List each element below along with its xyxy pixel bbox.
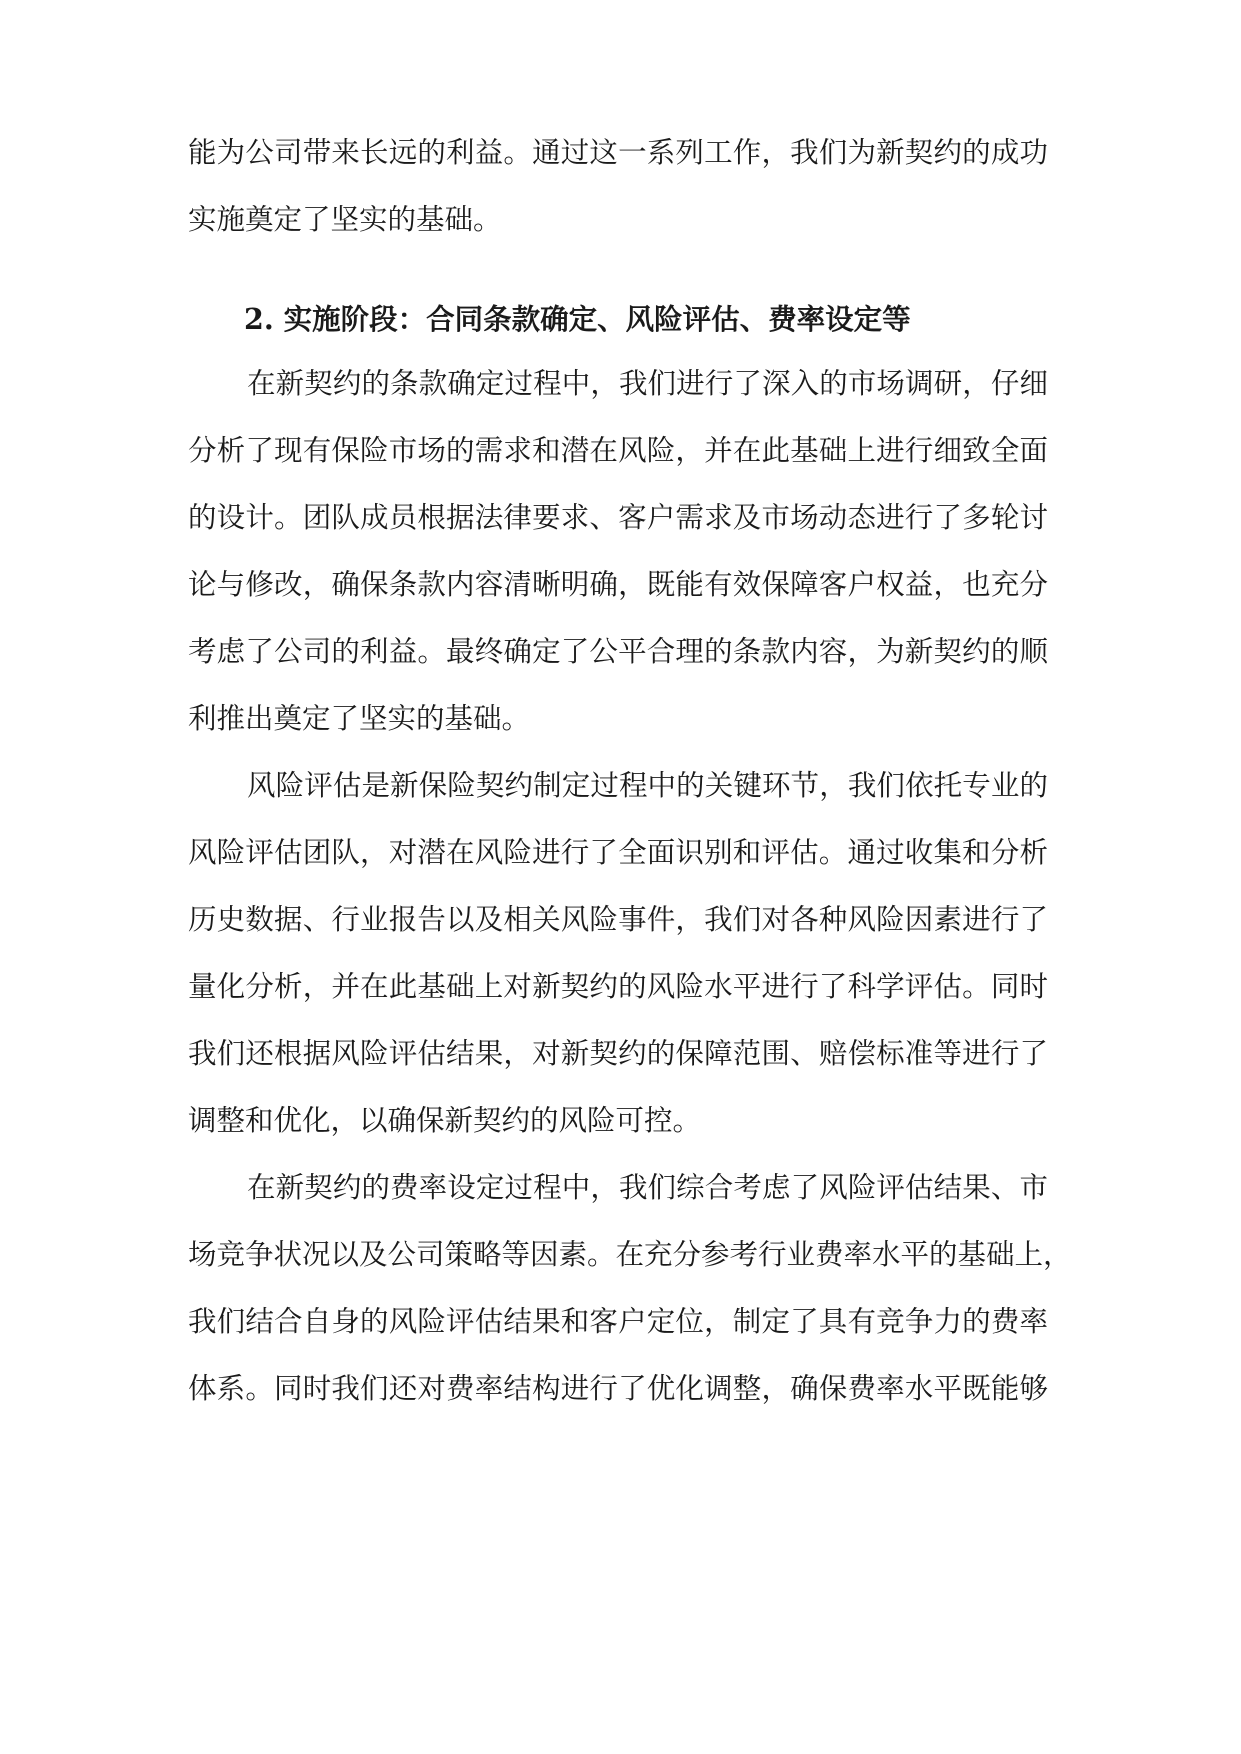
paragraph-line: 风险评估团队，对潜在风险进行了全面识别和评估。通过收集和分析 — [188, 836, 1048, 869]
paragraph-line: 能为公司带来长远的利益。通过这一系列工作，我们为新契约的成功 — [188, 136, 1048, 169]
paragraph-line: 在新契约的费率设定过程中，我们综合考虑了风险评估结果、市 — [247, 1171, 1048, 1204]
paragraph-line: 历史数据、行业报告以及相关风险事件，我们对各种风险因素进行了 — [188, 903, 1048, 936]
paragraph-line: 的设计。团队成员根据法律要求、客户需求及市场动态进行了多轮讨 — [188, 501, 1048, 534]
paragraph-line: 在新契约的条款确定过程中，我们进行了深入的市场调研，仔细 — [247, 367, 1048, 400]
paragraph-line: 场竞争状况以及公司策略等因素。在充分参考行业费率水平的基础上， — [188, 1238, 1072, 1271]
paragraph-line: 分析了现有保险市场的需求和潜在风险，并在此基础上进行细致全面 — [188, 434, 1048, 467]
paragraph-line: 考虑了公司的利益。最终确定了公平合理的条款内容，为新契约的顺 — [188, 635, 1048, 668]
paragraph-line: 利推出奠定了坚实的基础。 — [188, 702, 531, 735]
paragraph-line: 风险评估是新保险契约制定过程中的关键环节，我们依托专业的 — [247, 769, 1048, 802]
paragraph-line: 我们结合自身的风险评估结果和客户定位，制定了具有竞争力的费率 — [188, 1305, 1048, 1338]
section-heading: 2. 实施阶段：合同条款确定、风险评估、费率设定等 — [244, 302, 911, 336]
paragraph-line: 调整和优化，以确保新契约的风险可控。 — [188, 1104, 702, 1137]
paragraph-line: 体系。同时我们还对费率结构进行了优化调整，确保费率水平既能够 — [188, 1372, 1048, 1405]
paragraph-line: 论与修改，确保条款内容清晰明确，既能有效保障客户权益，也充分 — [188, 568, 1048, 601]
paragraph-line: 量化分析，并在此基础上对新契约的风险水平进行了科学评估。同时 — [188, 970, 1048, 1003]
paragraph-line: 实施奠定了坚实的基础。 — [188, 203, 502, 236]
paragraph-line: 我们还根据风险评估结果，对新契约的保障范围、赔偿标准等进行了 — [188, 1037, 1048, 1070]
